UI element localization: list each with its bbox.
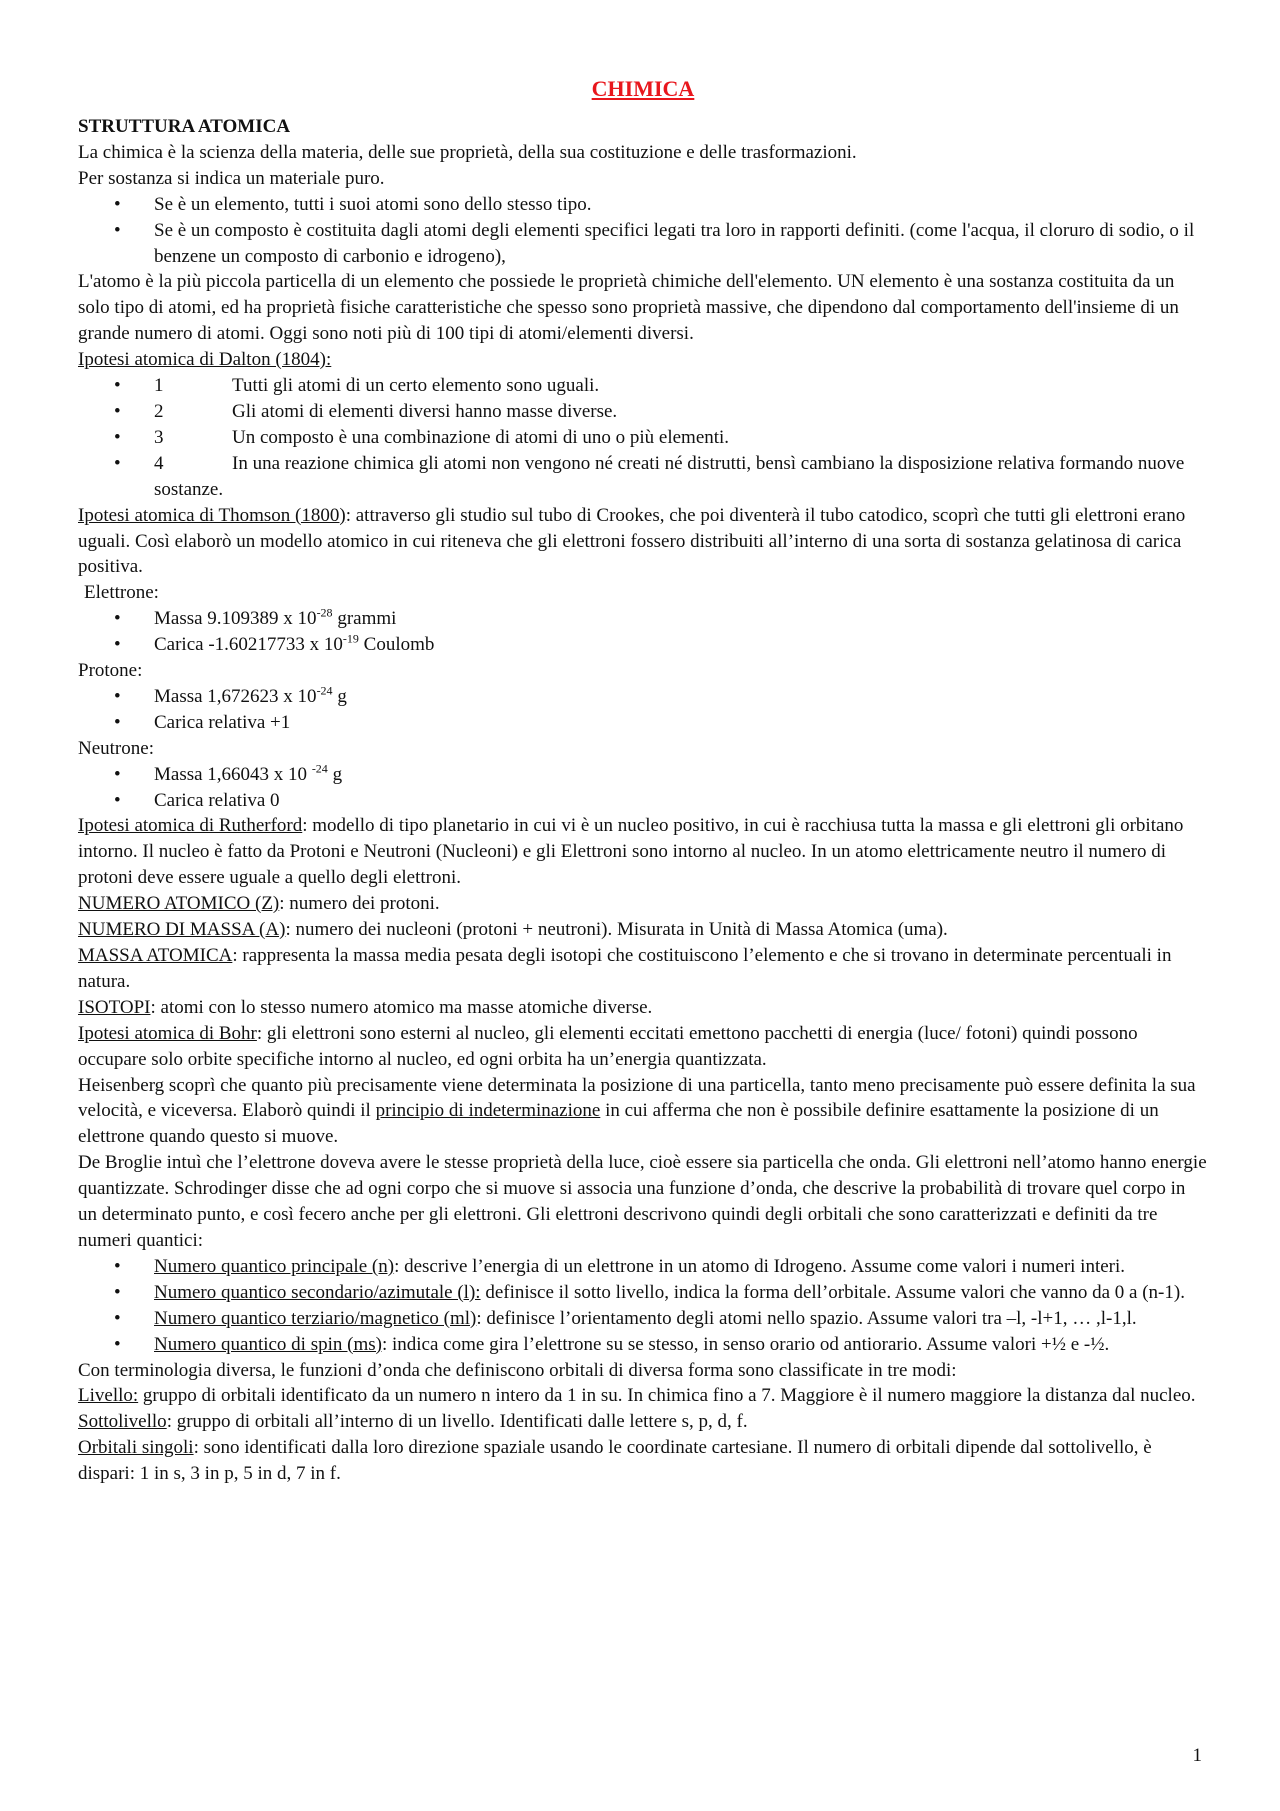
item-number: 2: [154, 400, 164, 422]
indeterminazione-term: principio di indeterminazione: [375, 1100, 601, 1122]
item-number: 3: [154, 426, 164, 448]
dalton-label: Ipotesi atomica di Dalton (1804):: [78, 349, 332, 371]
definition: MASSA ATOMICA: rappresenta la massa media pesata degli isotopi che costituiscono l’elemento e che si trovano in determinate percentuali in natura.: [78, 945, 1172, 992]
protone-label: Protone:: [78, 660, 143, 682]
list-item: [78, 425, 1208, 451]
thomson-label: Ipotesi atomica di Thomson (1800): [78, 504, 346, 526]
neutrone-label: Neutrone:: [78, 737, 154, 759]
page-number: 1: [1192, 1745, 1202, 1766]
sostanza-list: [78, 192, 1208, 270]
item-text: In una reazione chimica gli atomi non vengono né creati né distrutti, bensì cambiano la disposizione relativa formando nuove sostanze.: [154, 452, 1185, 500]
list-item: • Se è un composto è costituita dagli atomi degli elementi specifici legati tra loro in rapporti definiti. (come l'acqua, il cloruro di sodio, o il benzene un composto di carbonio e idrogeno),: [78, 218, 1208, 270]
item-number: 1: [154, 375, 164, 397]
protone-list: [78, 684, 1208, 736]
document-title: CHIMICA: [591, 76, 695, 101]
definition: Sottolivello: gruppo di orbitali all’interno di un livello. Identificati dalle lettere s, p, d, f.: [78, 1411, 748, 1433]
definition: Livello: gruppo di orbitali identificato da un numero n intero da 1 in su. In chimica fino a 7. Maggiore è il numero maggiore la distanza dal nucleo.: [78, 1385, 1196, 1407]
item-text: Gli atomi di elementi diversi hanno masse diverse.: [232, 400, 618, 422]
list-item: [78, 373, 1208, 399]
list-item: • Numero quantico terziario/magnetico (ml): definisce l’orientamento degli atomi nello spazio. Assume valori tra –l, -l+1, … ,l-1,l.: [78, 1306, 1208, 1332]
neutrone-list: [78, 762, 1208, 814]
list-item: • Carica relativa 0: [78, 788, 1208, 814]
elettrone-label: Elettrone:: [84, 582, 159, 604]
list-item: [78, 451, 1208, 503]
quantum-number-list: [78, 1254, 1208, 1358]
intro-line-2: Per sostanza si indica un materiale puro.: [78, 167, 385, 189]
debroglie-paragraph: De Broglie intuì che l’elettrone doveva avere le stesse proprietà della luce, cioè essere sia particella che onda. Gli elettroni nell’atomo hanno energie quantizzate. Schrodinger disse che ad ogni corpo che si muove si associa una funzione d’onda, che descrive la probabilità di trovare quel corpo in un determinato punto, e così fecero anche per gli elettroni. Gli elettroni descrivono quindi degli orbitali che sono caratterizzati e definiti da tre numeri quantici:: [78, 1152, 1207, 1251]
intro-line-1: La chimica è la scienza della materia, delle sue proprietà, della sua costituzione e delle trasformazioni.: [78, 141, 857, 163]
dalton-heading: [78, 347, 1208, 373]
definition: NUMERO ATOMICO (Z): numero dei protoni.: [78, 893, 440, 915]
list-item: • Numero quantico di spin (ms): indica come gira l’elettrone su se stesso, in senso orario od antiorario. Assume valori +½ e -½.: [78, 1332, 1208, 1358]
heisenberg-paragraph: Heisenberg scoprì che quanto più precisamente viene determinata la posizione di una particella, tanto meno precisamente può essere definita la sua velocità, e viceversa. Elaborò quindi il principio di indeterminazione in cui afferma che non è possibile definire esattamente la posizione di un elettrone quando questo si muove.: [78, 1074, 1196, 1148]
dalton-list: [78, 373, 1208, 503]
section-heading: STRUTTURA ATOMICA: [78, 116, 291, 137]
list-item: • Massa 1,66043 x 10 $^{-24}$ g: [78, 762, 1208, 788]
list-item: • Numero quantico principale (n): descrive l’energia di un elettrone in un atomo di Idrogeno. Assume come valori i numeri interi.: [78, 1254, 1208, 1280]
rutherford-paragraph: Ipotesi atomica di Rutherford: modello di tipo planetario in cui vi è un nucleo positivo, in cui è racchiusa tutta la massa e gli elettroni gli orbitano intorno. Il nucleo è fatto da Protoni e Neutroni (Nucleoni) e gli Elettroni sono intorno al nucleo. In un atomo elettricamente neutro il numero di protoni deve essere uguale a quello degli elettroni.: [78, 815, 1184, 889]
atomo-paragraph: L'atomo è la più piccola particella di un elemento che possiede le proprietà chimiche dell'elemento. UN elemento è una sostanza costituita da un solo tipo di atomi, ed ha proprietà fisiche caratteristiche che spesso sono proprietà massive, che dipendono dal comportamento dell'insieme di un grande numero di atomi. Oggi sono noti più di 100 tipi di atomi/elementi diversi.: [78, 271, 1179, 345]
definition: NUMERO DI MASSA (A): numero dei nucleoni (protoni + neutroni). Misurata in Unità di Massa Atomica (uma).: [78, 919, 948, 941]
rutherford-label: Ipotesi atomica di Rutherford: [78, 815, 303, 837]
document-page: [78, 74, 1208, 1487]
list-item: • Carica relativa +1: [78, 710, 1208, 736]
definition: Orbitali singoli: sono identificati dalla loro direzione spaziale usando le coordinate cartesiane. Il numero di orbitali dipende dal sottolivello, è dispari: 1 in s, 3 in p, 5 in d, 7 in f.: [78, 1437, 1152, 1485]
list-item: • Massa 1,672623 x $10^{-24}$ g: [78, 684, 1208, 710]
list-item: • Carica -1.60217733 x $10^{-19}$ Coulomb: [78, 632, 1208, 658]
terminologia-paragraph: Con terminologia diversa, le funzioni d’onda che definiscono orbitali di diversa forma sono classificate in tre modi:: [78, 1359, 957, 1381]
list-item: [78, 399, 1208, 425]
definition: ISOTOPI: atomi con lo stesso numero atomico ma masse atomiche diverse.: [78, 996, 653, 1018]
item-text: Un composto è una combinazione di atomi di uno o più elementi.: [232, 426, 730, 448]
list-item: • Se è un elemento, tutti i suoi atomi sono dello stesso tipo.: [78, 192, 1208, 218]
item-text: Tutti gli atomi di un certo elemento sono uguali.: [232, 375, 600, 397]
thomson-paragraph: Ipotesi atomica di Thomson (1800): attraverso gli studio sul tubo di Crookes, che poi diventerà il tubo catodico, scoprì che tutti gli elettroni erano uguali. Così elaborò un modello atomico in cui riteneva che gli elettroni fossero distribuiti all’interno di una sorta di sostanza gelatinosa di carica positiva.: [78, 504, 1186, 578]
elettrone-list: [78, 606, 1208, 658]
list-item: • Numero quantico secondario/azimutale (l): definisce il sotto livello, indica la forma dell’orbitale. Assume valori che vanno da 0 a (n-1).: [78, 1280, 1208, 1306]
list-item: • Massa 9.109389 x $10^{-28}$ grammi: [78, 606, 1208, 632]
bohr-label: Ipotesi atomica di Bohr: [78, 1022, 257, 1044]
bohr-paragraph: Ipotesi atomica di Bohr: gli elettroni sono esterni al nucleo, gli elementi eccitati emettono pacchetti di energia (luce/ fotoni) quindi possono occupare solo orbite specifiche intorno al nucleo, ed ogni orbita ha un’energia quantizzata.: [78, 1022, 1138, 1070]
item-number: 4: [154, 452, 164, 474]
